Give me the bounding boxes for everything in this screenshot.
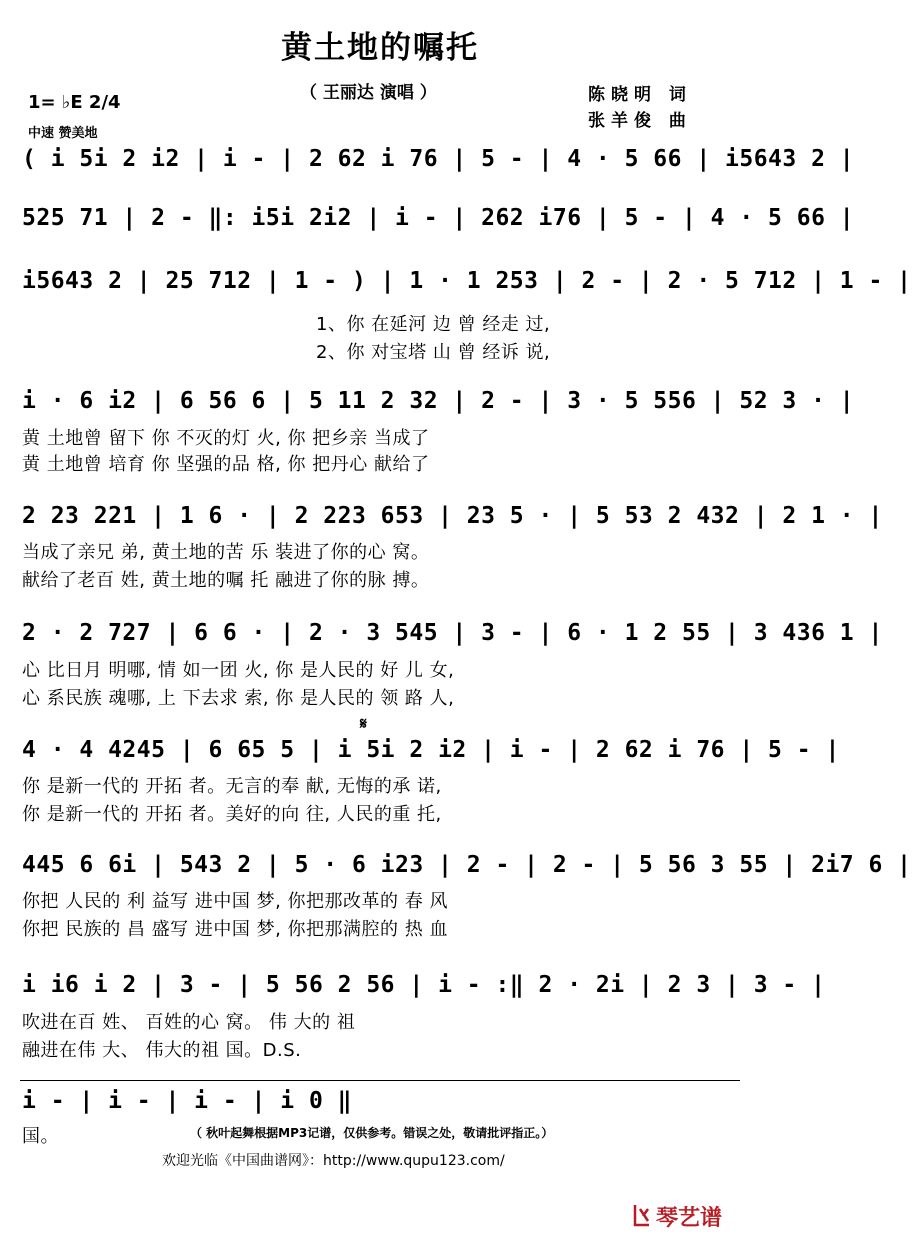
qinyipu-logo-icon xyxy=(632,1203,652,1227)
notation-row: ( i 5i 2 i2 | i - | 2 62 i 76 | 5 - | 4 · 5 66 | i5643 2 | xyxy=(22,146,855,172)
tempo-marking: 中速 赞美地 xyxy=(28,126,98,141)
notation-row: i - | i - | i - | i 0 ‖ xyxy=(22,1088,352,1114)
notation-row: 2 · 2 727 | 6 6 · | 2 · 3 545 | 3 - | 6 · 1 2 55 | 3 436 1 | xyxy=(22,620,883,646)
lyric-line: 吹进在百 姓、 百姓的心 窝。 伟 大的 祖 xyxy=(22,1012,356,1033)
notation-row: 445 6 6i | 543 2 | 5 · 6 i23 | 2 - | 2 - | 5 56 3 55 | 2i7 6 | xyxy=(22,852,912,878)
lyric-line: 融进在伟 大、 伟大的祖 国。D.S. xyxy=(22,1040,302,1061)
site-welcome: 欢迎光临《中国曲谱网》：http://www.qupu123.com/ xyxy=(162,1153,505,1169)
lyric-line: 2、你 对宝塔 山 曾 经诉 说, xyxy=(316,342,551,363)
tie-arc-line xyxy=(20,1080,740,1081)
lyric-line: 国。 xyxy=(22,1126,59,1147)
notation-row: i · 6 i2 | 6 56 6 | 5 11 2 32 | 2 - | 3 · 5 556 | 52 3 · | xyxy=(22,388,855,414)
key-signature: 1= ♭E 2/4 xyxy=(28,92,121,113)
lyric-line: 当成了亲兄 弟, 黄土地的苦 乐 装进了你的心 窝。 xyxy=(22,542,430,563)
notation-row: i i6 i 2 | 3 - | 5 56 2 56 | i - :‖ 2 · 2i | 2 3 | 3 - | xyxy=(22,972,826,998)
lyric-line: 你把 民族的 昌 盛写 进中国 梦, 你把那满腔的 热 血 xyxy=(22,919,448,940)
lyric-line: 献给了老百 姓, 黄土地的嘱 托 融进了你的脉 搏。 xyxy=(22,570,430,591)
lyric-line: 你 是新一代的 开拓 者。无言的奉 献, 无悔的承 诺, xyxy=(22,776,442,797)
lyric-line: 心 系民族 魂哪, 上 下去求 索, 你 是人民的 领 路 人, xyxy=(22,688,455,709)
notation-row: i5643 2 | 25 712 | 1 - ) | 1 · 1 253 | 2 - | 2 · 5 712 | 1 - | xyxy=(22,268,912,294)
singer-credit: （ 王丽达 演唱 ） xyxy=(300,83,437,103)
notation-row: 4 · 4 4245 | 6 65 5 | i 5i 2 i2 | i - | 2 62 i 76 | 5 - | xyxy=(22,737,840,763)
site-logo-text: 琴艺谱 xyxy=(656,1206,723,1231)
lyricist-credit: 陈晓明 词 xyxy=(588,85,692,105)
lyric-line: 黄 土地曾 培育 你 坚强的品 格, 你 把丹心 献给了 xyxy=(22,454,430,475)
song-title: 黄土地的嘱托 xyxy=(281,30,479,66)
segno-sign: 𝄋 xyxy=(360,714,367,733)
composer-credit: 张羊俊 曲 xyxy=(588,111,692,131)
transcription-note: （ 秋叶起舞根据MP3记谱，仅供参考。错误之处，敬请批评指正。） xyxy=(190,1126,554,1140)
lyric-line: 你把 人民的 利 益写 进中国 梦, 你把那改革的 春 风 xyxy=(22,891,448,912)
lyric-line: 1、你 在延河 边 曾 经走 过, xyxy=(316,314,551,335)
notation-row: 525 71 | 2 - ‖: i5i 2i2 | i - | 262 i76 | 5 - | 4 · 5 66 | xyxy=(22,205,855,231)
notation-row: 2 23 221 | 1 6 · | 2 223 653 | 23 5 · | 5 53 2 432 | 2 1 · | xyxy=(22,503,883,529)
lyric-line: 你 是新一代的 开拓 者。美好的向 往, 人民的重 托, xyxy=(22,804,442,825)
lyric-line: 心 比日月 明哪, 情 如一团 火, 你 是人民的 好 儿 女, xyxy=(22,660,455,681)
lyric-line: 黄 土地曾 留下 你 不灭的灯 火, 你 把乡亲 当成了 xyxy=(22,428,430,449)
